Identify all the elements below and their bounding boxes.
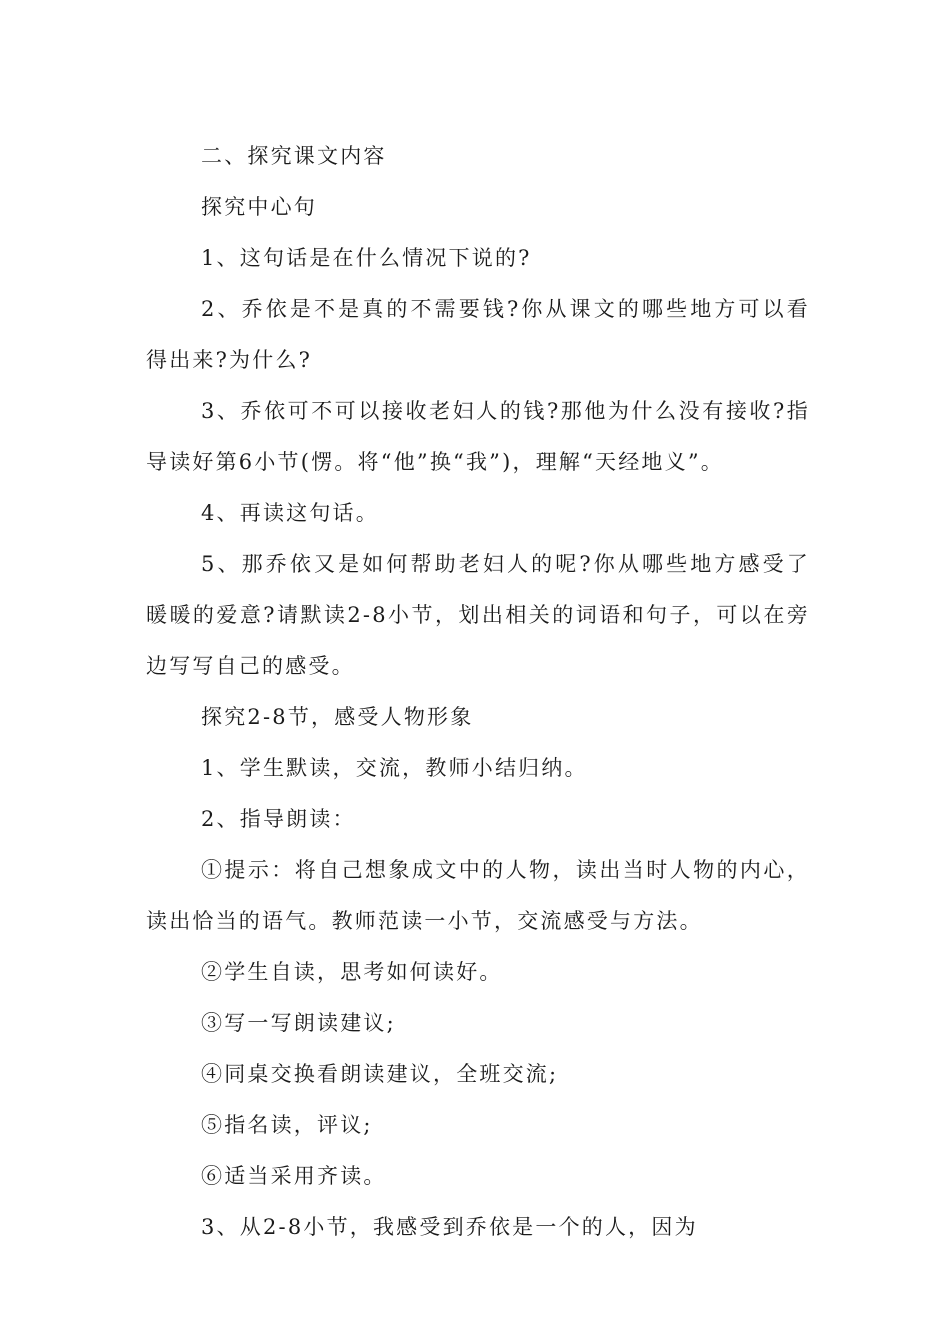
- list-item: ②学生自读，思考如何读好。: [201, 960, 503, 984]
- list-item: ④同桌交换看朗读建议，全班交流;: [201, 1062, 559, 1086]
- list-item: ⑥适当采用齐读。: [201, 1164, 387, 1188]
- subsection-heading: 探究中心句: [201, 195, 317, 219]
- step-2: 2、指导朗读：: [201, 807, 356, 831]
- step-1: 1、学生默读，交流，教师小结归纳。: [201, 756, 588, 780]
- list-item: ③写一写朗读建议;: [201, 1011, 396, 1035]
- list-item: ⑤指名读，评议;: [201, 1113, 373, 1137]
- section-heading: 二、探究课文内容: [201, 144, 387, 168]
- list-item: ①提示：将自己想象成文中的人物，读出当时人物的内心，读出恰当的语气。教师范读一小节，交流感受与方法。: [146, 858, 810, 933]
- question-4: 4、再读这句话。: [201, 501, 379, 525]
- question-1: 1、这句话是在什么情况下说的?: [201, 246, 532, 270]
- document-body: [146, 131, 810, 1253]
- question-3: 3、乔依可不可以接收老妇人的钱?那他为什么没有接收?指导读好第6小节(愣。将“他”换“我”)，理解“天经地义”。: [146, 399, 810, 474]
- step-3: 3、从2-8小节，我感受到乔依是一个的人，因为: [201, 1215, 698, 1239]
- subsection-heading: 探究2-8节，感受人物形象: [201, 705, 474, 729]
- question-5: 5、那乔依又是如何帮助老妇人的呢?你从哪些地方感受了暖暖的爱意?请默读2-8小节，划出相关的词语和句子，可以在旁边写写自己的感受。: [146, 552, 810, 678]
- question-2: 2、乔依是不是真的不需要钱?你从课文的哪些地方可以看得出来?为什么?: [146, 297, 810, 372]
